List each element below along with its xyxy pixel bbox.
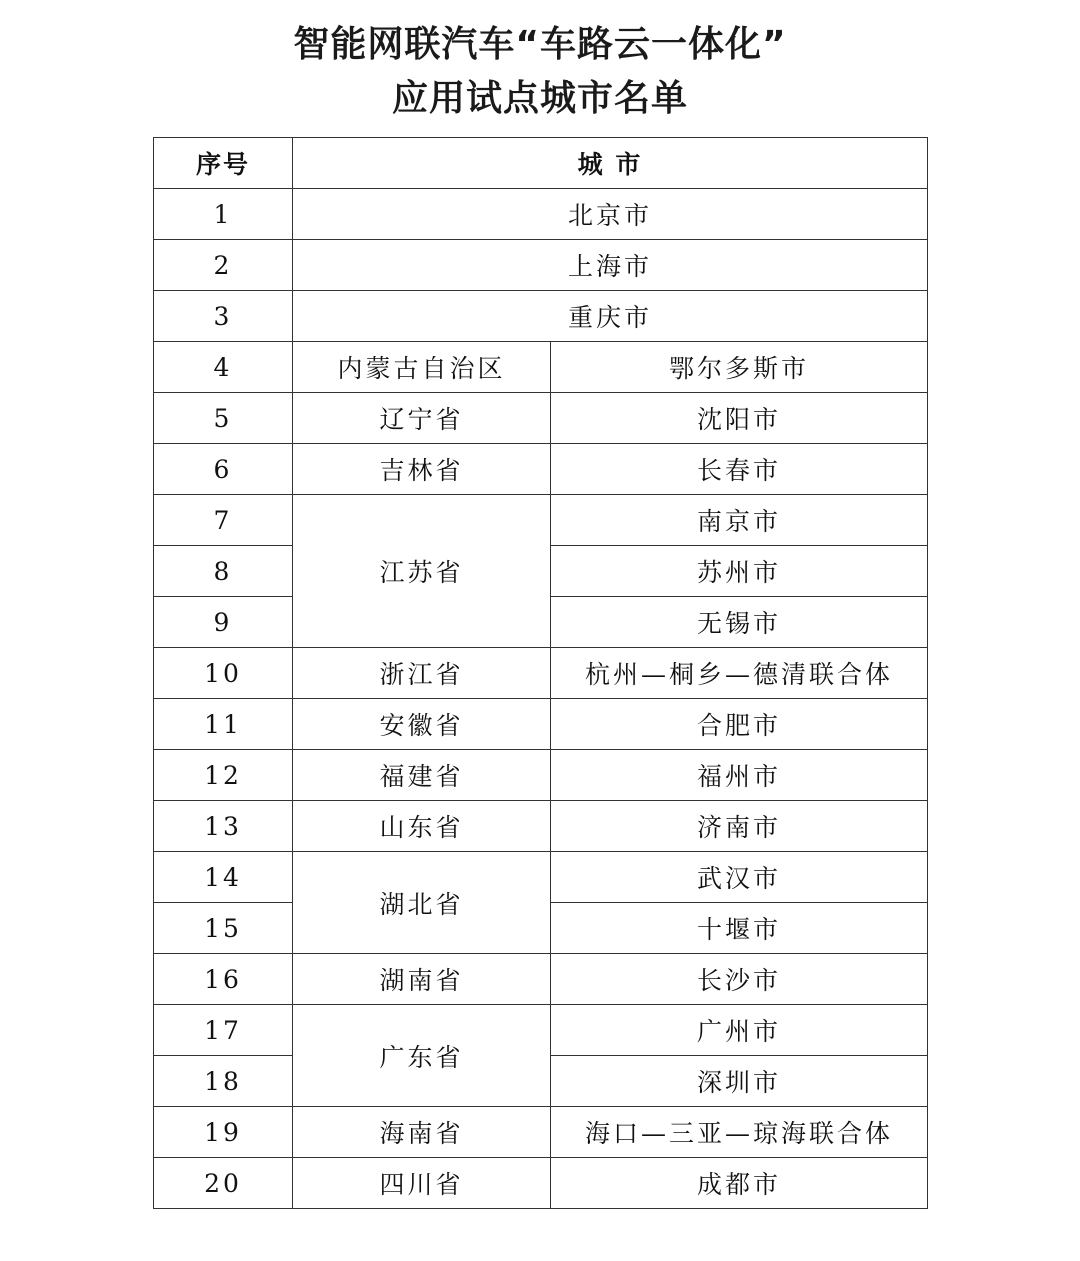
row-number: 11 [154, 699, 293, 750]
table-row [154, 495, 928, 546]
table-row [154, 189, 928, 240]
table-row [154, 393, 928, 444]
row-number: 14 [154, 852, 293, 903]
province-name: 广东省 [293, 1005, 551, 1107]
row-number: 6 [154, 444, 293, 495]
table-row [154, 699, 928, 750]
row-number: 1 [154, 189, 293, 240]
city-name: 长沙市 [551, 954, 928, 1005]
city-name: 广州市 [551, 1005, 928, 1056]
city-name: 武汉市 [551, 852, 928, 903]
row-number: 13 [154, 801, 293, 852]
province-name: 湖北省 [293, 852, 551, 954]
city-name: 苏州市 [551, 546, 928, 597]
city-name: 无锡市 [551, 597, 928, 648]
city-name: 沈阳市 [551, 393, 928, 444]
row-number: 12 [154, 750, 293, 801]
row-number: 4 [154, 342, 293, 393]
row-number: 17 [154, 1005, 293, 1056]
table-row [154, 1158, 928, 1209]
document-title [0, 18, 1080, 126]
row-number: 10 [154, 648, 293, 699]
header-city: 城 市 [293, 138, 928, 189]
city-name: 重庆市 [293, 291, 928, 342]
title-line-2: 应用试点城市名单 [391, 78, 688, 119]
province-name: 山东省 [293, 801, 551, 852]
table-header-row [154, 138, 928, 189]
row-number: 9 [154, 597, 293, 648]
row-number: 18 [154, 1056, 293, 1107]
city-name: 十堰市 [551, 903, 928, 954]
city-name: 合肥市 [551, 699, 928, 750]
city-name: 济南市 [551, 801, 928, 852]
city-name: 上海市 [293, 240, 928, 291]
city-name: 杭州—桐乡—德清联合体 [551, 648, 928, 699]
city-name: 成都市 [551, 1158, 928, 1209]
province-name: 浙江省 [293, 648, 551, 699]
row-number: 20 [154, 1158, 293, 1209]
table-body [154, 189, 928, 1209]
table-row [154, 801, 928, 852]
province-name: 辽宁省 [293, 393, 551, 444]
province-name: 吉林省 [293, 444, 551, 495]
table-row [154, 240, 928, 291]
province-name: 湖南省 [293, 954, 551, 1005]
province-name: 海南省 [293, 1107, 551, 1158]
row-number: 3 [154, 291, 293, 342]
province-name: 安徽省 [293, 699, 551, 750]
city-name: 鄂尔多斯市 [551, 342, 928, 393]
table-row [154, 648, 928, 699]
row-number: 19 [154, 1107, 293, 1158]
province-name: 江苏省 [293, 495, 551, 648]
title-line-1: 智能网联汽车“车路云一体化” [293, 24, 787, 65]
city-name: 海口—三亚—琼海联合体 [551, 1107, 928, 1158]
header-no: 序号 [154, 138, 293, 189]
table-row [154, 342, 928, 393]
table-row [154, 1005, 928, 1056]
city-name: 长春市 [551, 444, 928, 495]
province-name: 内蒙古自治区 [293, 342, 551, 393]
row-number: 2 [154, 240, 293, 291]
row-number: 7 [154, 495, 293, 546]
pilot-city-table [153, 137, 928, 1209]
city-name: 北京市 [293, 189, 928, 240]
row-number: 15 [154, 903, 293, 954]
table-row [154, 750, 928, 801]
row-number: 8 [154, 546, 293, 597]
city-name: 福州市 [551, 750, 928, 801]
province-name: 四川省 [293, 1158, 551, 1209]
city-name: 南京市 [551, 495, 928, 546]
province-name: 福建省 [293, 750, 551, 801]
table-row [154, 954, 928, 1005]
table-row [154, 1107, 928, 1158]
row-number: 16 [154, 954, 293, 1005]
table-row [154, 852, 928, 903]
table-row [154, 444, 928, 495]
city-name: 深圳市 [551, 1056, 928, 1107]
table-row [154, 291, 928, 342]
row-number: 5 [154, 393, 293, 444]
